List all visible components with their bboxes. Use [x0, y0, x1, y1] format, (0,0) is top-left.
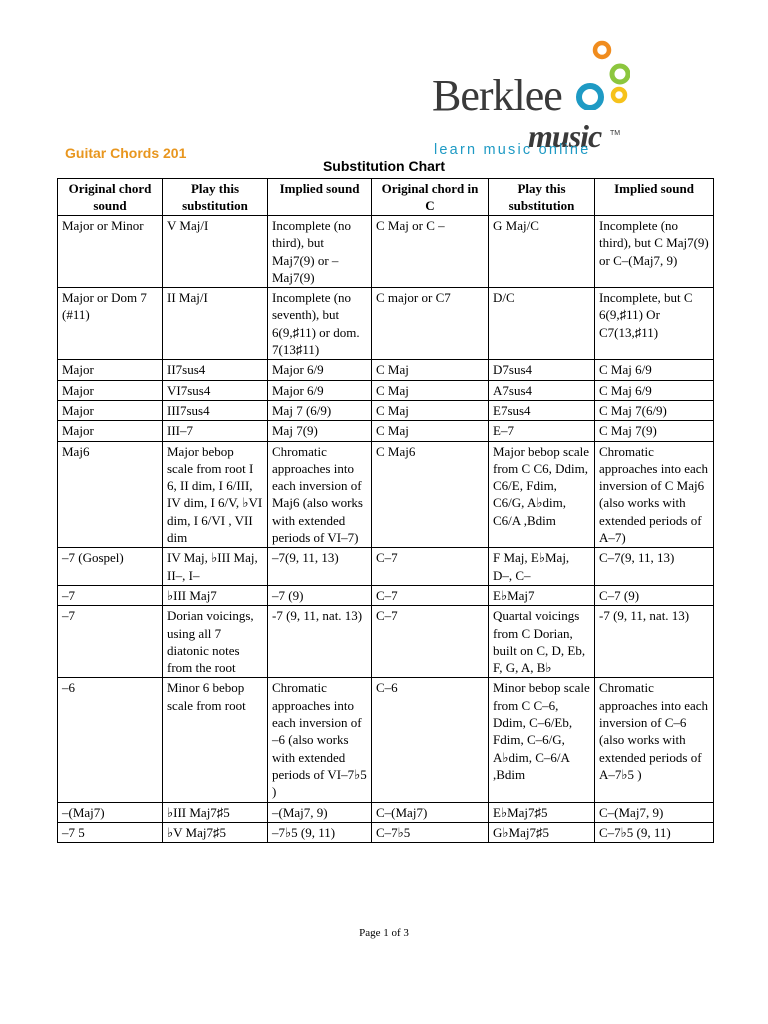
table-cell: Minor 6 bebop scale from root: [163, 678, 268, 802]
table-cell: G♭Maj7♯5: [489, 822, 595, 842]
table-cell: Major or Minor: [58, 216, 163, 288]
table-cell: Maj 7(9): [268, 421, 372, 441]
header-original-chord-sound: Original chord sound: [58, 179, 163, 216]
logo-word: Berklee: [432, 71, 562, 120]
table-cell: E♭Maj7♯5: [489, 802, 595, 822]
table-cell: C–(Maj7, 9): [595, 802, 714, 822]
table-cell: -7 (9, 11, nat. 13): [268, 606, 372, 678]
table-cell: ♭III Maj7: [163, 585, 268, 605]
table-cell: G Maj/C: [489, 216, 595, 288]
table-row: [58, 822, 714, 842]
table-cell: Major 6/9: [268, 380, 372, 400]
table-cell: II7sus4: [163, 360, 268, 380]
table-cell: Incomplete (no seventh), but 6(9,♯11) or dom. 7(13♯11): [268, 288, 372, 360]
table-cell: –7♭5 (9, 11): [268, 822, 372, 842]
table-header-row: [58, 179, 714, 216]
table-row: [58, 585, 714, 605]
table-cell: –7 5: [58, 822, 163, 842]
table-cell: –7: [58, 606, 163, 678]
table-cell: C–(Maj7): [372, 802, 489, 822]
table-cell: C Maj 7(6/9): [595, 400, 714, 420]
header-play-substitution-c: Play this substitution: [489, 179, 595, 216]
table-cell: Major bebop scale from C C6, Ddim, C6/E, Fdim, C6/G, A♭dim, C6/A ,Bdim: [489, 441, 595, 548]
table-cell: Major 6/9: [268, 360, 372, 380]
table-cell: -7 (9, 11, nat. 13): [595, 606, 714, 678]
table-cell: C Maj 6/9: [595, 380, 714, 400]
table-cell: V Maj/I: [163, 216, 268, 288]
table-cell: C Maj 6/9: [595, 360, 714, 380]
chart-title: Substitution Chart: [322, 158, 446, 174]
header-implied-sound-c: Implied sound: [595, 179, 714, 216]
table-row: [58, 380, 714, 400]
table-cell: IV Maj, ♭III Maj, II–, I–: [163, 548, 268, 586]
table-cell: C Maj6: [372, 441, 489, 548]
table-cell: –7(9, 11, 13): [268, 548, 372, 586]
table-cell: Incomplete (no third), but C Maj7(9) or C–(Maj7, 9): [595, 216, 714, 288]
table-cell: C Maj: [372, 380, 489, 400]
course-title: Guitar Chords 201: [65, 145, 187, 161]
table-cell: F Maj, E♭Maj, D–, C–: [489, 548, 595, 586]
table-cell: Chromatic approaches into each inversion of –6 (also works with extended periods of VI–7♭5 ): [268, 678, 372, 802]
table-row: [58, 548, 714, 586]
table-cell: Maj6: [58, 441, 163, 548]
logo-music-word: music: [528, 118, 602, 154]
table-cell: –7: [58, 585, 163, 605]
berklee-music-logo: [432, 40, 632, 165]
table-row: [58, 216, 714, 288]
table-row: [58, 421, 714, 441]
table-cell: Dorian voicings, using all 7 diatonic notes from the root: [163, 606, 268, 678]
table-cell: Major: [58, 380, 163, 400]
header-original-chord-in-c: Original chord in C: [372, 179, 489, 216]
table-cell: C–7 (9): [595, 585, 714, 605]
logo-trademark: TM: [610, 130, 621, 137]
table-cell: –6: [58, 678, 163, 802]
table-cell: C Maj 7(9): [595, 421, 714, 441]
table-cell: Major bebop scale from root I 6, II dim, I 6/III, IV dim, I 6/V, ♭VI dim, I 6/VI , VII dim: [163, 441, 268, 548]
table-cell: Major: [58, 421, 163, 441]
table-cell: –7 (9): [268, 585, 372, 605]
table-cell: C Maj or C –: [372, 216, 489, 288]
table-cell: II Maj/I: [163, 288, 268, 360]
table-cell: C–7: [372, 548, 489, 586]
table-cell: E♭Maj7: [489, 585, 595, 605]
table-cell: Minor bebop scale from C C–6, Ddim, C–6/Eb, Fdim, C–6/G, A♭dim, C–6/A ,Bdim: [489, 678, 595, 802]
table-cell: E7sus4: [489, 400, 595, 420]
table-cell: VI7sus4: [163, 380, 268, 400]
table-cell: Maj 7 (6/9): [268, 400, 372, 420]
table-cell: Major or Dom 7 (#11): [58, 288, 163, 360]
table-cell: D/C: [489, 288, 595, 360]
table-row: [58, 678, 714, 802]
header-play-substitution: Play this substitution: [163, 179, 268, 216]
table-cell: –7 (Gospel): [58, 548, 163, 586]
logo-circles-icon: [570, 40, 630, 110]
table-cell: Chromatic approaches into each inversion of C Maj6 (also works with extended periods of A–7): [595, 441, 714, 548]
table-cell: –(Maj7): [58, 802, 163, 822]
table-cell: Chromatic approaches into each inversion of C–6 (also works with extended periods of A–7♭5 ): [595, 678, 714, 802]
table-cell: C Maj: [372, 400, 489, 420]
table-cell: Major: [58, 400, 163, 420]
table-cell: C Maj: [372, 421, 489, 441]
table-row: [58, 360, 714, 380]
table-row: [58, 441, 714, 548]
table-cell: E–7: [489, 421, 595, 441]
table-cell: C–7(9, 11, 13): [595, 548, 714, 586]
table-cell: III–7: [163, 421, 268, 441]
substitution-table: [57, 178, 714, 843]
table-cell: D7sus4: [489, 360, 595, 380]
table-cell: C Maj: [372, 360, 489, 380]
table-cell: C–7: [372, 585, 489, 605]
header-implied-sound: Implied sound: [268, 179, 372, 216]
table-row: [58, 802, 714, 822]
table-cell: –(Maj7, 9): [268, 802, 372, 822]
table-cell: Incomplete, but C 6(9,♯11) Or C7(13,♯11): [595, 288, 714, 360]
table-cell: Quartal voicings from C Dorian, built on C, D, Eb, F, G, A, B♭: [489, 606, 595, 678]
table-row: [58, 400, 714, 420]
table-cell: ♭V Maj7♯5: [163, 822, 268, 842]
table-cell: C major or C7: [372, 288, 489, 360]
table-cell: C–7♭5 (9, 11): [595, 822, 714, 842]
table-row: [58, 288, 714, 360]
table-body: [58, 216, 714, 843]
page-footer: Page 1 of 3: [359, 927, 409, 939]
table-cell: ♭III Maj7♯5: [163, 802, 268, 822]
table-cell: Chromatic approaches into each inversion of Maj6 (also works with extended periods of VI–7): [268, 441, 372, 548]
table-cell: Incomplete (no third), but Maj7(9) or –Maj7(9): [268, 216, 372, 288]
table-cell: C–7: [372, 606, 489, 678]
table-cell: III7sus4: [163, 400, 268, 420]
table-cell: Major: [58, 360, 163, 380]
logo-tagline: learn music online: [434, 142, 591, 158]
table-row: [58, 606, 714, 678]
table-cell: C–6: [372, 678, 489, 802]
table-cell: A7sus4: [489, 380, 595, 400]
table-cell: C–7♭5: [372, 822, 489, 842]
